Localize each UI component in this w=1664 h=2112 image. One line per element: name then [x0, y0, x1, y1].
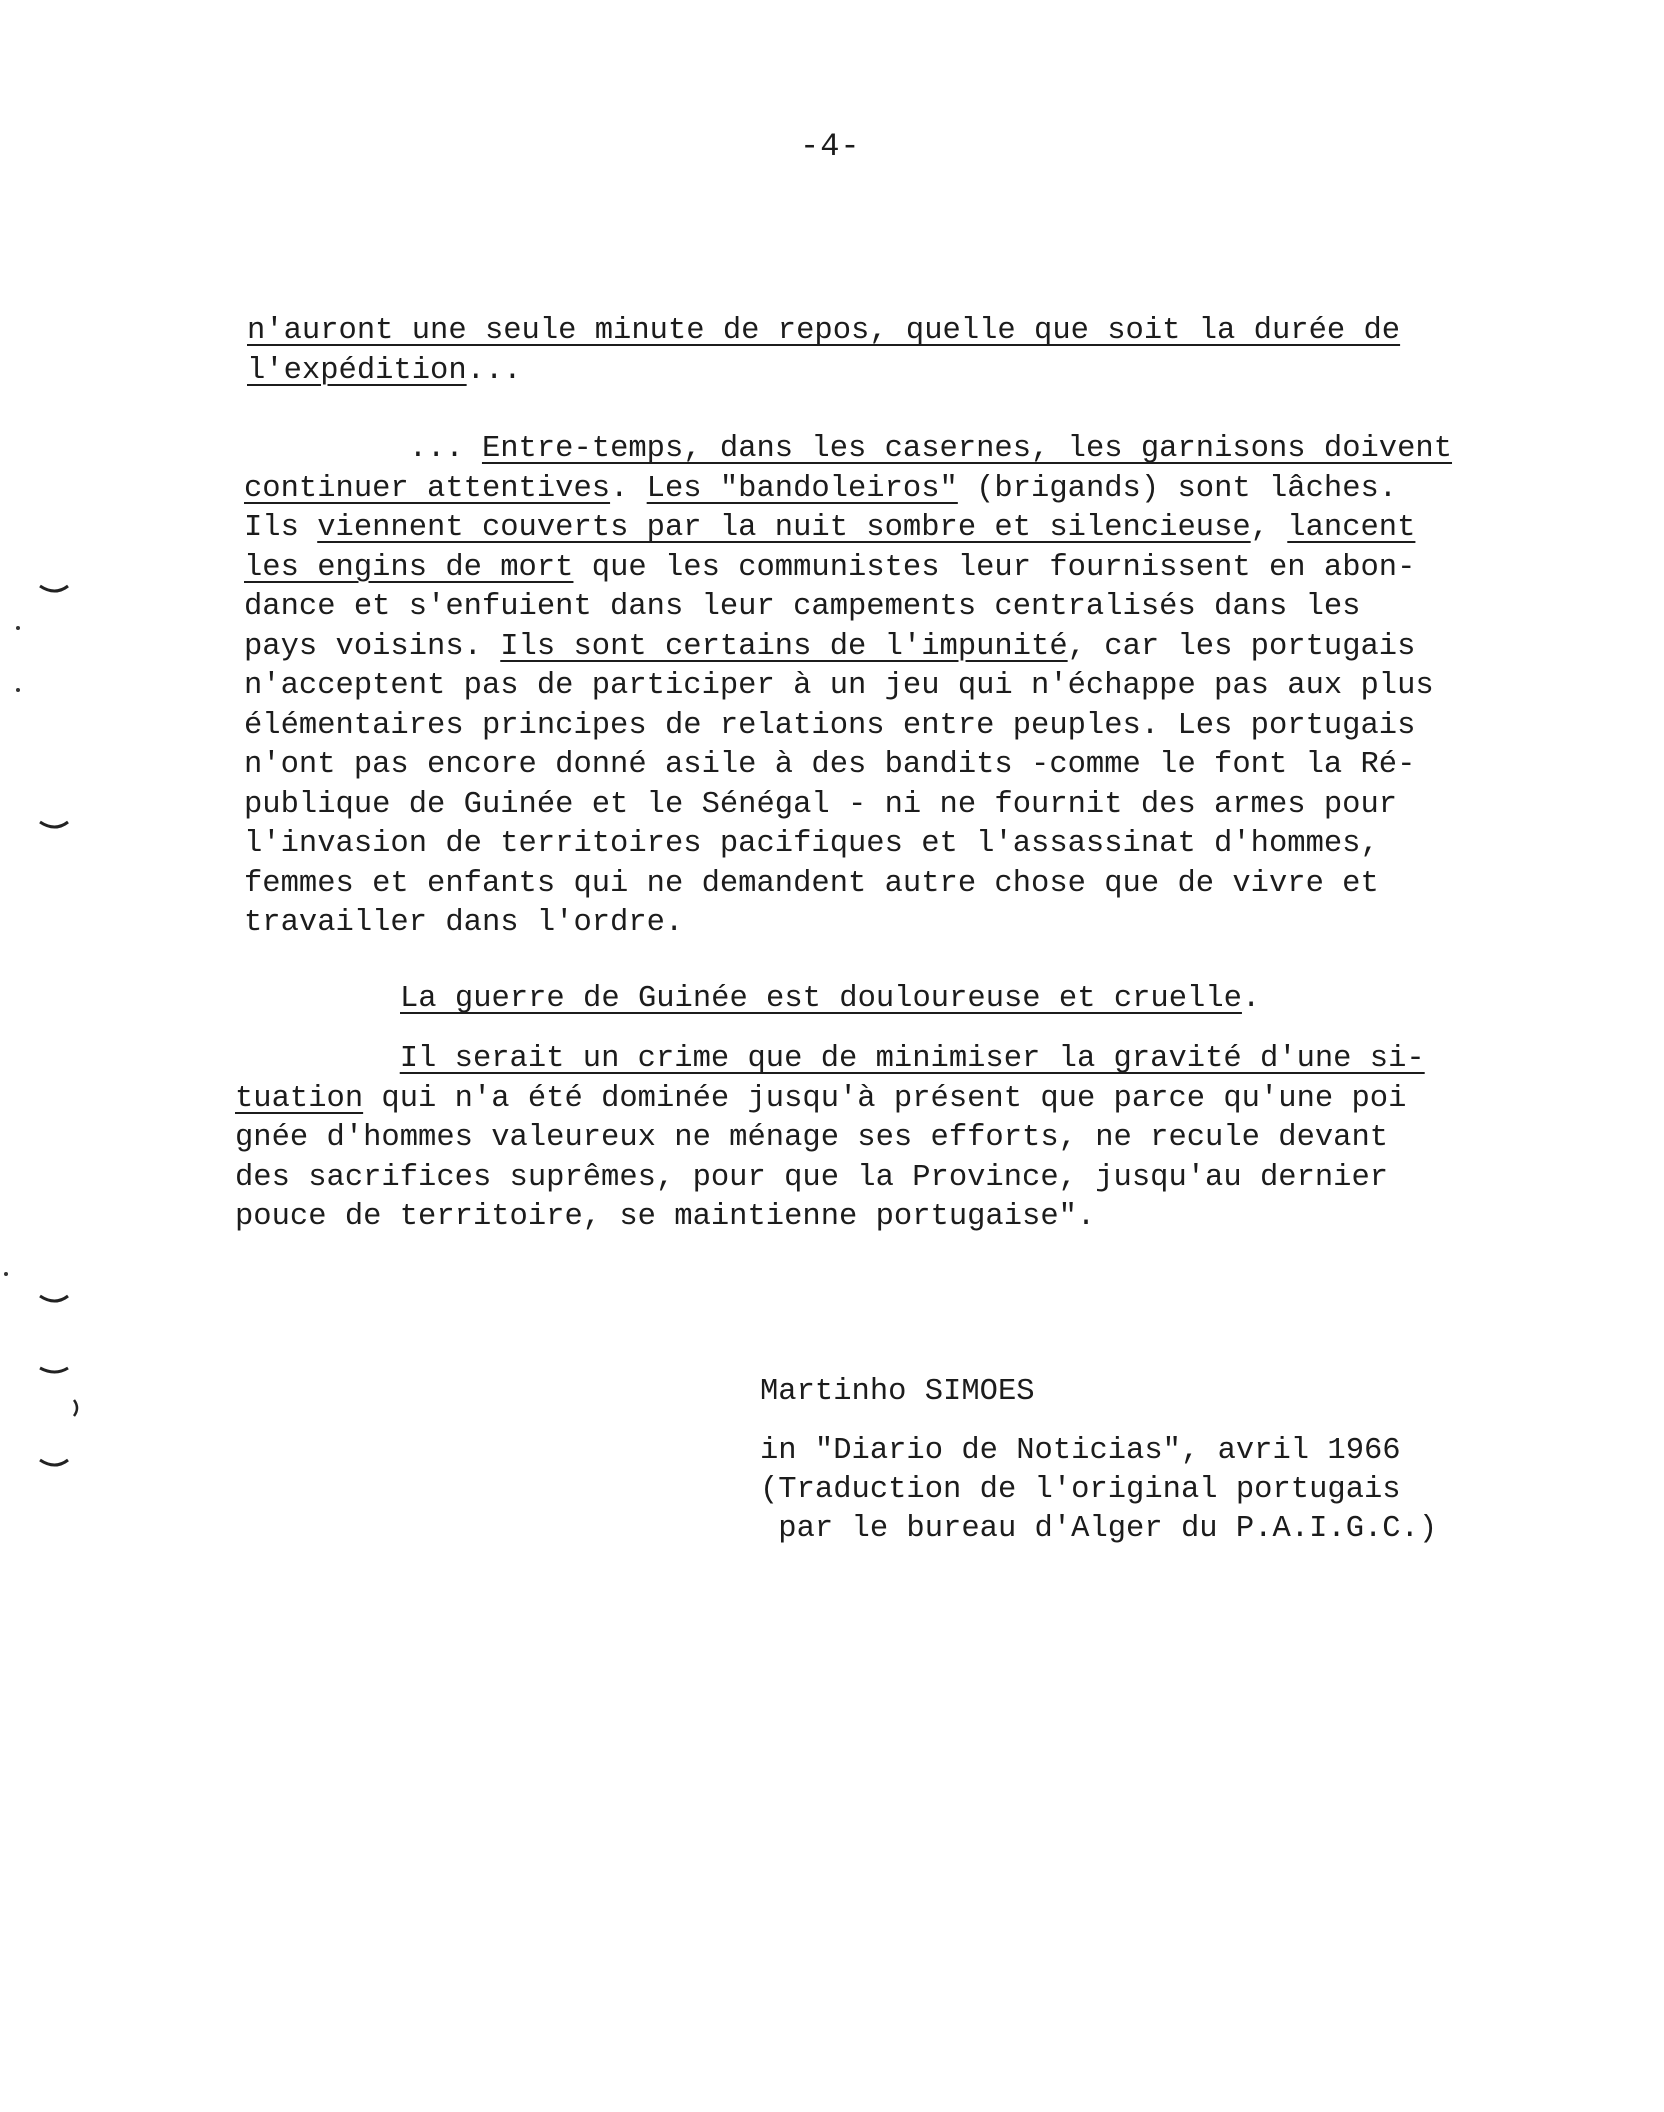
text-line: pouce de territoire, se maintienne portugaise".	[235, 1200, 1096, 1234]
text-run	[244, 432, 409, 466]
signature-source	[760, 1432, 1437, 1549]
underlined-text: n'auront une seule minute de repos, quelle que soit la durée de	[247, 314, 1401, 348]
text-line: dance et s'enfuient dans leur campements centralisés dans les	[244, 590, 1361, 624]
source-line: in "Diario de Noticias", avril 1966	[760, 1434, 1401, 1468]
underlined-text: lancent	[1287, 511, 1416, 545]
underlined-text: Ils sont certains de l'impunité	[500, 629, 1068, 664]
underlined-text: Entre-temps, dans les casernes, les garnisons doivent	[481, 432, 1453, 466]
text-line: femmes et enfants qui ne demandent autre chose que de vivre et	[244, 866, 1379, 901]
text-line: n'acceptent pas de participer à un jeu qui n'échappe pas aux plus	[244, 669, 1434, 703]
underlined-text: La guerre de Guinée est douloureuse et cruelle	[400, 982, 1242, 1016]
margin-scan-marks	[0, 0, 120, 2112]
underlined-text: continuer attentives	[244, 471, 611, 506]
underlined-text: viennent couverts par la nuit sombre et silencieuse	[317, 511, 1251, 545]
text-line: publique de Guinée et le Sénégal - ni ne fournit des armes pour	[244, 787, 1398, 822]
underlined-text: Il serait un crime que de minimiser la gravité d'une si-	[399, 1042, 1425, 1076]
text-run: .	[610, 471, 647, 506]
text-run: pays voisins.	[244, 629, 501, 664]
source-line: (Traduction de l'original portugais	[760, 1473, 1401, 1507]
text-line: l'invasion de territoires pacifiques et l'assassinat d'hommes,	[244, 827, 1379, 861]
text-run: que les communistes leur fournissent en abon-	[573, 550, 1416, 585]
text-run: , car les portugais	[1067, 629, 1416, 664]
paragraph-garrisons	[244, 430, 1452, 944]
signature-author: Martinho SIMOES	[760, 1375, 1035, 1409]
paragraph-crime	[235, 1040, 1425, 1238]
text-run: ,	[1250, 511, 1288, 545]
text-run: Ils	[244, 511, 318, 545]
underlined-text: l'expédition	[247, 353, 467, 388]
text-run: qui n'a été dominée jusqu'à présent que parce qu'une poi	[363, 1081, 1407, 1116]
underlined-text: les engins de mort	[244, 550, 574, 585]
underlined-text: tuation	[235, 1081, 364, 1116]
source-line: par le bureau d'Alger du P.A.I.G.C.)	[760, 1512, 1438, 1546]
paragraph-continuation	[247, 312, 1400, 391]
text-run	[235, 1042, 400, 1076]
text-run: ...	[408, 432, 482, 466]
text-line: n'ont pas encore donné asile à des bandits -comme le font la Ré-	[244, 748, 1416, 782]
underlined-text: Les "bandoleiros"	[646, 471, 958, 506]
text-run: ...	[466, 353, 522, 388]
text-line: élémentaires principes de relations entre peuples. Les portugais	[244, 708, 1416, 743]
text-line: gnée d'hommes valeureux ne ménage ses efforts, ne recule devant	[235, 1121, 1389, 1155]
text-line: des sacrifices suprêmes, pour que la Province, jusqu'au dernier	[235, 1160, 1389, 1195]
paragraph-guinea-war	[400, 980, 1260, 1020]
text-run: .	[1241, 982, 1261, 1016]
page-number: -4-	[800, 128, 861, 165]
text-run: (brigands) sont lâches.	[957, 471, 1398, 506]
text-line: travailler dans l'ordre.	[244, 906, 684, 940]
